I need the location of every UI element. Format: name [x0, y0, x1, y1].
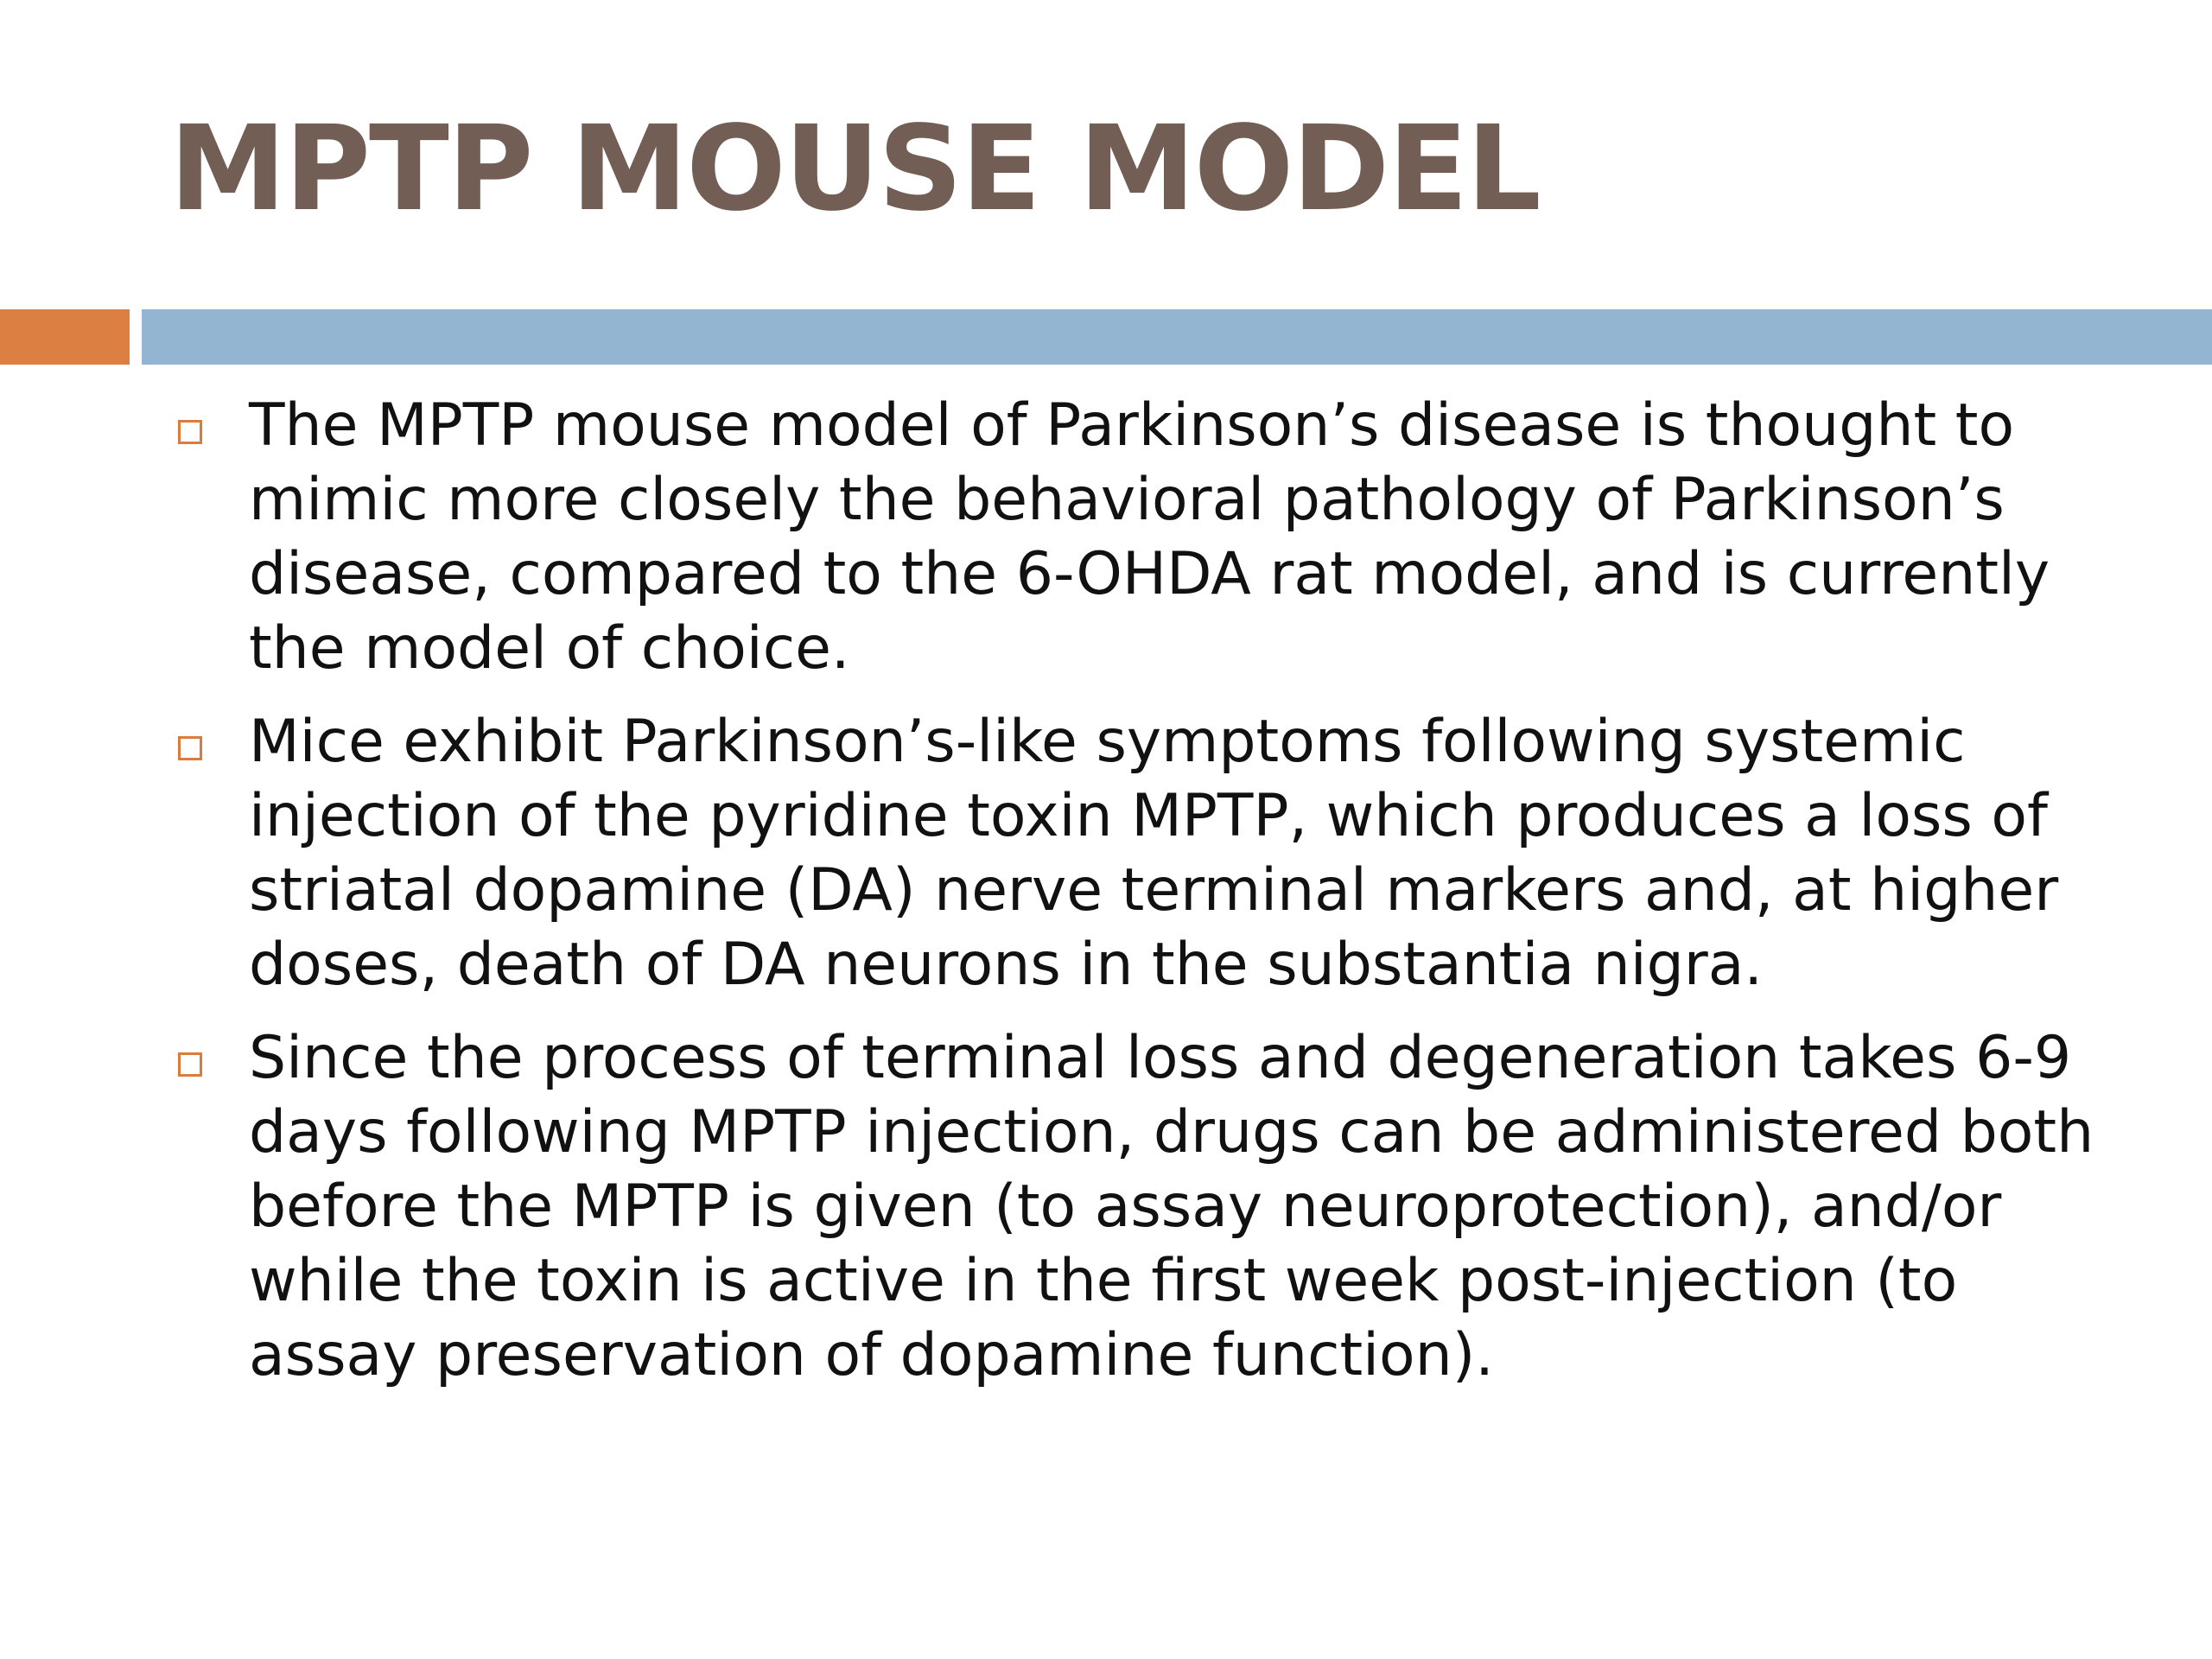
bullet-item: [169, 1021, 2139, 1393]
hollow-square-icon: [178, 736, 202, 760]
hollow-square-icon: [178, 420, 202, 444]
slide-title: MPTP MOUSE MODEL: [169, 101, 1540, 238]
bullet-text: The MPTP mouse model of Parkinson’s disease is thought to mimic more closely the behavioral pathology of Parkinson’s disease, compared to the 6-OHDA rat model, and is currently the model of choice.: [249, 391, 2050, 683]
accent-bar-blue: [142, 309, 2212, 365]
bullet-list: [169, 389, 2139, 1412]
bullet-text: Mice exhibit Parkinson’s-like symptoms following systemic injection of the pyridine toxin MPTP, which produces a loss of striatal dopamine (DA) nerve terminal markers and, at higher doses, death of DA neurons in the substantia nigra.: [249, 708, 2059, 999]
bullet-item: [169, 705, 2139, 1002]
hollow-square-icon: [178, 1052, 202, 1077]
accent-bar-orange: [0, 309, 130, 365]
bullet-item: [169, 389, 2139, 686]
bullet-text: Since the process of terminal loss and degeneration takes 6-9 days following MPTP injection, drugs can be administered both before the MPTP is given (to assay neuroprotection), and/or while the toxin is active in the first week post-injection (to assay preservation of dopamine function).: [249, 1024, 2094, 1389]
